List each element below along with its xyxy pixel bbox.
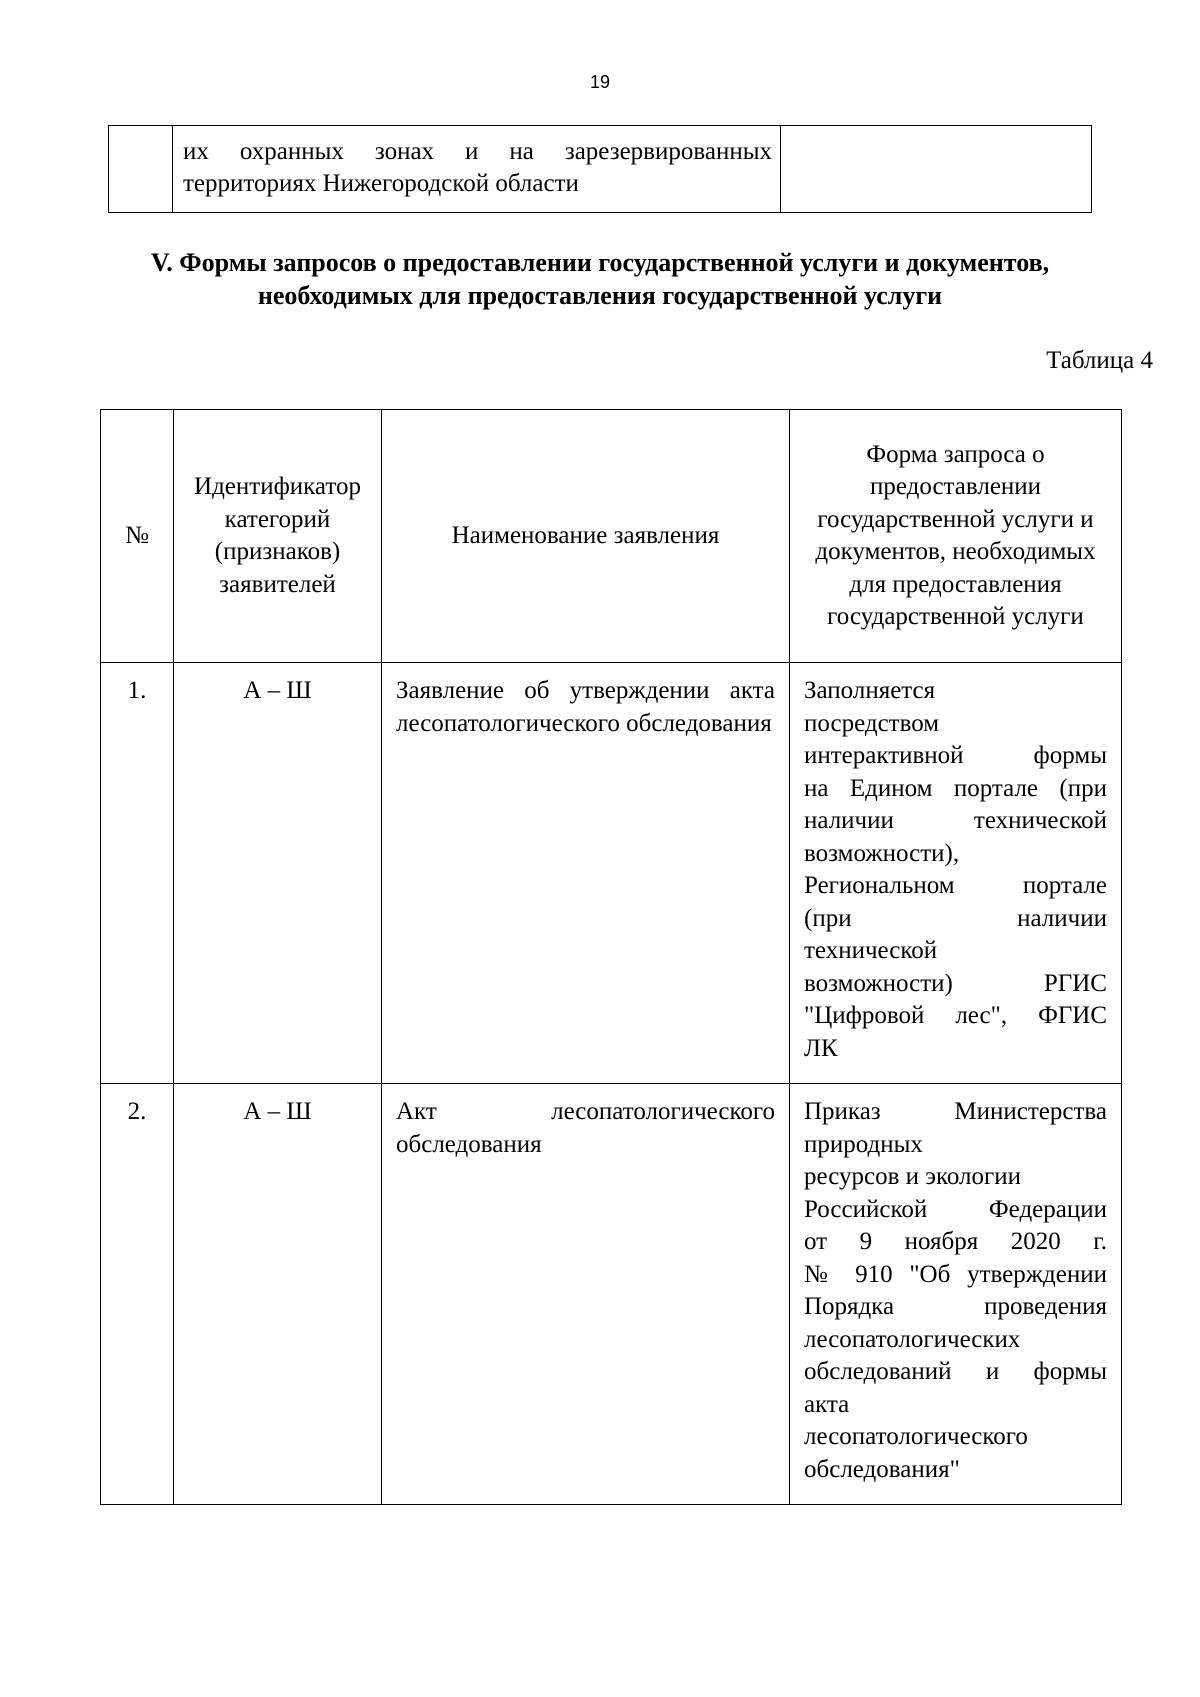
form-line: Приказ Министерства xyxy=(804,1098,1107,1125)
form-line: природных xyxy=(804,1130,923,1158)
form-line: ЛК xyxy=(804,1034,838,1062)
table-row xyxy=(101,663,1122,1084)
form-line: от 9 ноября 2020 г. xyxy=(804,1228,1107,1255)
header-applicant-id: Идентификатор категорий (признаков) заявителей xyxy=(174,410,382,663)
form-line: лесопатологических xyxy=(804,1325,1021,1353)
section-heading-line-1: V. Формы запросов о предоставлении государственной услуги и документов, xyxy=(150,248,1050,277)
header-application-name: Наименование заявления xyxy=(382,410,790,663)
row-request-form xyxy=(790,663,1122,1084)
continuation-table xyxy=(108,125,1092,213)
table-header-row xyxy=(101,410,1122,663)
form-line: ресурсов и экологии xyxy=(804,1163,1022,1190)
row-applicant-id: А – Ш xyxy=(174,1084,382,1505)
form-line: Региональном портале xyxy=(804,872,1107,899)
continuation-cell-extra xyxy=(781,126,1092,213)
form-line: возможности), xyxy=(804,839,960,867)
continuation-cell-text xyxy=(173,126,781,213)
row-num: 2. xyxy=(101,1084,174,1505)
row-application-name: Акт лесопатологического обследования xyxy=(382,1084,790,1505)
row-request-form xyxy=(790,1084,1122,1505)
row-num: 1. xyxy=(101,663,174,1084)
form-line: лесопатологического xyxy=(804,1423,1028,1450)
form-line: акта xyxy=(804,1390,850,1418)
form-line: обследования" xyxy=(804,1455,960,1483)
row-application-name: Заявление об утверждении акта лесопатологического обследования xyxy=(382,663,790,1084)
continuation-text: их охранных зонах и на зарезервированных территориях Нижегородской области xyxy=(183,138,772,197)
form-line: посредством xyxy=(804,709,940,737)
form-line: (при наличии xyxy=(804,904,1107,932)
form-line: на Едином портале (при xyxy=(804,774,1107,802)
forms-table xyxy=(100,409,1122,1505)
form-line: технической xyxy=(804,937,938,964)
section-heading-line-2: необходимых для предоставления государственной услуги xyxy=(257,281,943,310)
page-number: 19 xyxy=(589,72,611,92)
form-line: Порядка проведения xyxy=(804,1293,1107,1320)
table-caption: Таблица 4 xyxy=(1046,347,1153,374)
header-num: № xyxy=(101,410,174,663)
continuation-cell-num xyxy=(109,126,173,213)
form-line: наличии технической xyxy=(804,807,1107,834)
header-request-form: Форма запроса о предоставлении государственной услуги и документов, необходимых для предоставления государственной услуги xyxy=(790,410,1122,663)
form-line: Заполняется xyxy=(804,677,936,704)
table-row xyxy=(109,126,1092,213)
table-row xyxy=(101,1084,1122,1505)
form-line: возможности) РГИС xyxy=(804,969,1107,997)
form-line: интерактивной формы xyxy=(804,742,1107,769)
form-line: № 910 "Об утверждении xyxy=(804,1260,1107,1288)
form-line: "Цифровой лес", ФГИС xyxy=(804,1002,1107,1029)
form-line: обследований и формы xyxy=(804,1358,1107,1385)
form-line: Российской Федерации xyxy=(804,1195,1107,1223)
row-applicant-id: А – Ш xyxy=(174,663,382,1084)
section-heading xyxy=(100,246,1100,312)
